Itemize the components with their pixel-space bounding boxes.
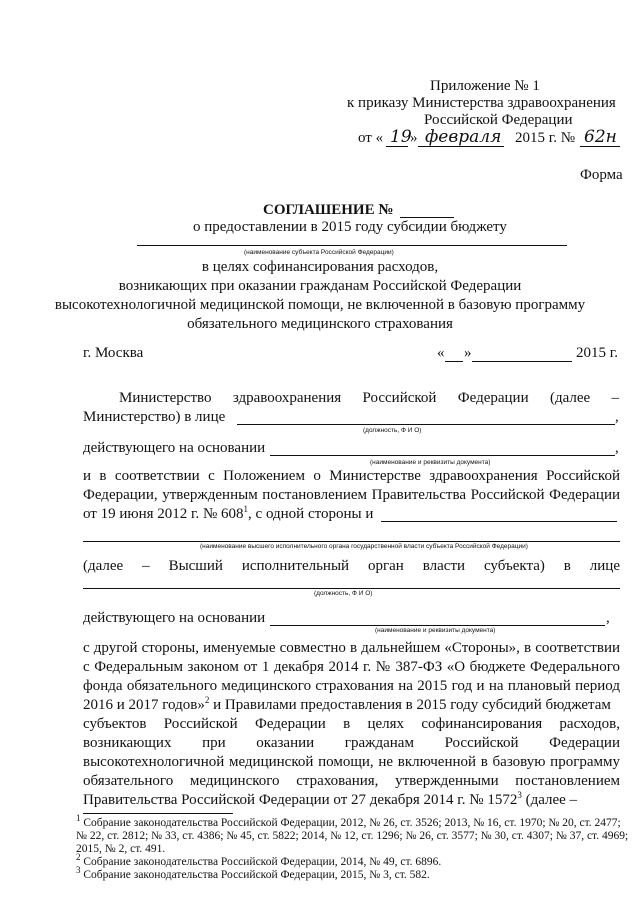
para4-line: с другой стороны, именуемые совместно в дальнейшем «Стороны», в соответствии bbox=[83, 640, 620, 656]
footnote-item bbox=[76, 843, 165, 856]
para4-last-text: Правительства Российской Федерации от 27 декабря 2014 г. № 1572 bbox=[83, 792, 518, 808]
comma-2: , bbox=[615, 440, 619, 456]
para4-line: с Федеральным законом от 1 декабря 2014 г. № 387-ФЗ «О бюджете Федерального bbox=[83, 659, 620, 675]
order-number-handwritten: 62н bbox=[584, 127, 617, 147]
date-from: от « bbox=[358, 130, 384, 146]
footnote-item bbox=[76, 852, 442, 869]
footnote-ref-3[interactable]: 3 bbox=[517, 790, 522, 800]
position-caption: (должность, Ф И О) bbox=[363, 427, 422, 434]
footnote-mark: 3 bbox=[76, 865, 81, 876]
footnote-text: Собрание законодательства Российской Федерации, 2015, № 3, ст. 582. bbox=[83, 869, 430, 881]
footnote-item bbox=[76, 813, 621, 830]
para1-line2: Министерство) в лице bbox=[83, 409, 226, 425]
comma: , bbox=[615, 409, 619, 425]
acting-basis-label-2: действующего на основании bbox=[83, 610, 266, 626]
para2-line3 bbox=[83, 506, 373, 523]
subject-underline bbox=[137, 245, 567, 246]
executive-underline bbox=[83, 541, 620, 542]
appendix-label: Приложение № 1 bbox=[430, 78, 540, 94]
para4-line: обязательного медицинского страхования, утвержденными постановлением bbox=[83, 773, 620, 789]
para4-last-tail: (далее – bbox=[521, 792, 578, 808]
basis-doc2-underline bbox=[270, 625, 605, 626]
purpose-line: в целях софинансирования расходов, bbox=[201, 259, 439, 275]
basis-doc-underline bbox=[270, 455, 615, 456]
purpose-line: обязательного медицинского страхования bbox=[187, 316, 453, 332]
date-month-handwritten: февраля bbox=[425, 127, 502, 147]
date-year: 2015 г. № bbox=[515, 130, 576, 146]
position2-caption: (должность, Ф И О) bbox=[314, 590, 373, 597]
comma-3: , bbox=[606, 610, 610, 626]
footnote-mark: 1 bbox=[76, 813, 81, 824]
footnote-text: № 22, ст. 2812; № 33, ст. 4386; № 45, ст. 5822; 2014, № 12, ст. 1296; № 26, ст. 3577; № 30, ст. 4307; № 37, ст. 4969; bbox=[76, 830, 629, 842]
para1-line1: Министерство здравоохранения Российской Федерации (далее – bbox=[119, 390, 619, 406]
para3-line1: (далее – Высший исполнительный орган власти субъекта) в лице bbox=[83, 558, 620, 574]
date-close-quote: » bbox=[410, 130, 418, 146]
para4-line4-tail: и Правилами предоставления в 2015 году субсидий бюджетам bbox=[209, 697, 611, 713]
federation-label: Российской Федерации bbox=[424, 112, 573, 128]
footnote-text: Собрание законодательства Российской Федерации, 2014, № 49, ст. 6896. bbox=[83, 856, 442, 868]
agreement-number-underline bbox=[400, 217, 454, 218]
para4-line: фонда обязательного медицинского страхования на 2015 год и на плановый период bbox=[83, 678, 620, 694]
purpose-line: высокотехнологичной медицинской помощи, не включенной в базовую программу bbox=[54, 297, 586, 313]
side-one-underline bbox=[381, 521, 617, 522]
position2-underline bbox=[83, 588, 620, 589]
agreement-title: СОГЛАШЕНИЕ № bbox=[263, 202, 394, 218]
para2-line1: и в соответствии с Положением о Министерстве здравоохранения Российской bbox=[83, 468, 620, 484]
date-close-quote-2: » bbox=[464, 345, 472, 361]
date-day-handwritten: 19 bbox=[390, 127, 412, 147]
position-underline bbox=[237, 424, 615, 425]
place-year: 2015 г. bbox=[576, 345, 618, 361]
footnote-item bbox=[76, 830, 628, 843]
city-label: г. Москва bbox=[83, 345, 144, 361]
footnote-ref-1[interactable]: 1 bbox=[243, 504, 249, 514]
footnote-mark: 2 bbox=[76, 852, 81, 863]
para4-line: субъектов Российской Федерации в целях софинансирования расходов, bbox=[83, 716, 620, 732]
form-label: Форма bbox=[580, 167, 623, 183]
place-day-underline bbox=[445, 361, 463, 362]
para2-line3-tail: , с одной стороны и bbox=[248, 506, 374, 522]
order-reference: к приказу Министерства здравоохранения bbox=[347, 95, 616, 111]
para4-line: возникающих при оказании гражданам Российской Федерации bbox=[83, 735, 620, 751]
footnote-text: 2015, № 2, ст. 491. bbox=[76, 843, 166, 855]
para2-line2: Федерации, утвержденным постановлением Правительства Российской Федерации bbox=[83, 487, 620, 503]
para2-line3-text: от 19 июня 2012 г. № 608 bbox=[83, 506, 244, 522]
basis-doc2-caption: (наименование и реквизиты документа) bbox=[375, 627, 496, 634]
purpose-line: возникающих при оказании гражданам Российской Федерации bbox=[118, 278, 522, 294]
date-open-quote: « bbox=[437, 345, 445, 361]
agreement-subtitle: о предоставлении в 2015 году субсидии бюджету bbox=[193, 219, 507, 235]
footnote-ref-2[interactable]: 2 bbox=[204, 695, 210, 705]
para4-line4 bbox=[83, 697, 611, 714]
para4-last-line bbox=[83, 792, 577, 809]
footnote-item bbox=[76, 865, 430, 882]
acting-basis-label: действующего на основании bbox=[83, 440, 266, 456]
footnote-text: Собрание законодательства Российской Федерации, 2012, № 26, ст. 3526; 2013, № 16, ст. 1970; № 20, ст. 2477; bbox=[83, 817, 621, 829]
footnote-separator bbox=[83, 813, 233, 814]
para4-line: высокотехнологичной медицинской помощи, не включенной в базовую программу bbox=[83, 754, 620, 770]
place-month-underline bbox=[472, 361, 572, 362]
para4-line4-text: 2016 и 2017 годов» bbox=[83, 697, 205, 713]
subject-caption: (наименование субъекта Российской Федерации) bbox=[244, 249, 394, 256]
executive-caption: (наименование высшего исполнительного органа государственной власти субъекта Российской Федерации) bbox=[200, 543, 528, 550]
basis-doc-caption: (наименование и реквизиты документа) bbox=[370, 459, 491, 466]
